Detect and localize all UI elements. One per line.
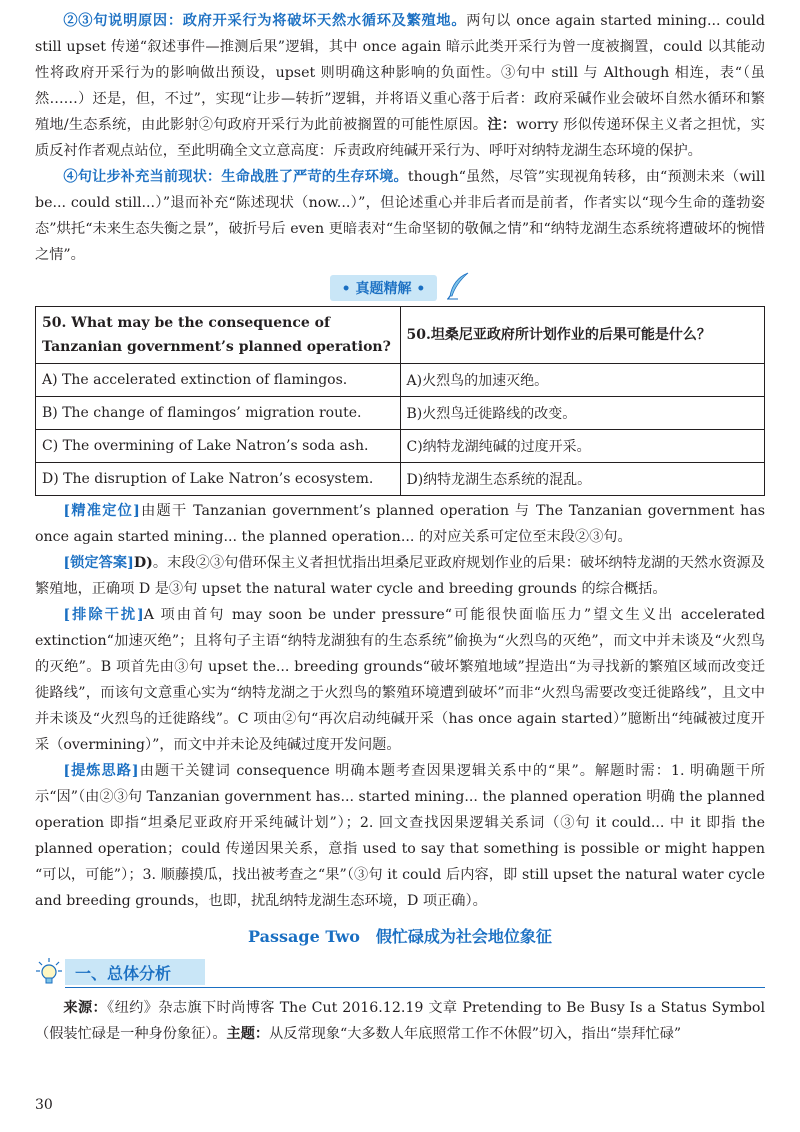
locate-text: 由题干 Tanzanian government’s planned operation 与 The Tanzanian government has once again started mining... the planned operation... 的对应关系可定位至末段②③句。: [35, 503, 765, 545]
analysis-body-1: 两句以 once again started mining... could still upset 传递“叙述事件—推测后果”逻辑，其中 once again 暗示此类开采行为曾一度被搁置，could 以其能动性将政府开采行为的影响做出预设，upset 则明确这种影响的负面性。③句中 still 与 Although 相连，表“（虽然……）还是，但，不过”，实现“让步—转折”逻辑，并将语义重心落于后者：政府采碱作业会破坏自然水循环和繁殖地/生态系统，由此影射②句政府开采行为此前被搁置的可能性原因。: [35, 13, 765, 133]
section-heading-label: 一、总体分析: [75, 964, 172, 983]
locate-paragraph: [35, 498, 765, 550]
locate-tag: [精准定位]: [63, 503, 140, 519]
analysis-paragraph-1: [35, 8, 765, 164]
question-table: [35, 306, 765, 496]
answer-paragraph: [35, 550, 765, 602]
option-row: [36, 430, 765, 463]
question-en: 50. What may be the consequence of Tanzanian government’s planned operation?: [36, 307, 401, 364]
source-paragraph: [35, 995, 765, 1047]
section-pill: • 真题精解 •: [330, 275, 438, 301]
option-d-cn: D)纳特龙湖生态系统的混乱。: [400, 463, 765, 496]
option-a-en: A) The accelerated extinction of flamingos.: [36, 364, 401, 397]
page-number: 30: [35, 1097, 53, 1113]
exclude-text: A 项由首句 may soon be under pressure“可能很快面临压力”望文生义出 accelerated extinction“加速灭绝”；且将句子主语“纳特龙湖独有的生态系统”偷换为“火烈鸟的灭绝”，而文中并未谈及“火烈鸟的灭绝”。B 项首先由③句 upset the... breeding grounds“破坏繁殖地域”捏造出“为寻找新的繁殖区域而改变迁徙路线”，而该句文意重心实为“纳特龙湖之于火烈鸟的繁殖环境遭到破坏”而非“火烈鸟需要改变迁徙路线”，且文中并未谈及“火烈鸟的迁徙路线”。C 项由②句“再次启动纯碱开采（has once again started）”臆断出“纯碱被过度开采（overmining）”，而文中并未论及纯碱过度开发问题。: [35, 607, 765, 753]
option-row: [36, 397, 765, 430]
exclude-tag: [排除干扰]: [63, 607, 144, 623]
source-text: 《纽约》杂志旗下时尚博客 The Cut 2016.12.19 文章 Pretending to Be Busy Is a Status Symbol（假装忙碌是一种身份象征）。: [35, 1000, 765, 1042]
answer-letter: D): [133, 555, 153, 571]
analysis-lead-1: ②③句说明原因：政府开采行为将破坏天然水循环及繁殖地。: [63, 13, 467, 29]
refine-paragraph: [35, 758, 765, 914]
exclude-paragraph: [35, 602, 765, 758]
option-a-cn: A)火烈鸟的加速灭绝。: [400, 364, 765, 397]
section-heading-rule: [65, 987, 765, 988]
note-text: worry 形似传递环保主义者之担忧，实质反衬作者观点站位，至此明确全文立意高度：斥责政府纯碱开采行为、呼吁对纳特龙湖生态环境的保护。: [35, 117, 765, 159]
note-label: 注：: [487, 117, 517, 133]
quill-icon: [446, 272, 470, 304]
page-content: [35, 8, 765, 1047]
analysis-body-2: though“虽然，尽管”实现视角转移，由“预测未来（will be... could still...）”退而补充“陈述现状（now...）”，但论述重心并非后者而是前者，作者实以“现今生命的蓬勃姿态”烘托“未来生态失衡之景”，破折号后 even 更暗表对“生命坚韧的敬佩之情”和“纳特龙湖生态系统将遭破坏的惋惜之情”。: [35, 169, 765, 263]
option-d-en: D) The disruption of Lake Natron’s ecosystem.: [36, 463, 401, 496]
refine-text: 由题干关键词 consequence 明确本题考查因果逻辑关系中的“果”。解题时需：1. 明确题干所示“因”（由②③句 Tanzanian government has... started mining... the planned operation 明确 the planned operation 即指“坦桑尼亚政府开采纯碱计划”）；2. 回文查找因果逻辑关系词（③句 it could... 中 it 即指 the planned operation；could 传递因果关系，意指 used to say that something is possible or might happen “可以，可能”）；3. 顺藤摸瓜，找出被考查之“果”（③句 it could 后内容，即 still upset the natural water cycle and breeding grounds，也即，扰乱纳特龙湖生态环境，D 项正确）。: [35, 763, 765, 909]
passage-title: Passage Two 假忙碌成为社会地位象征: [248, 927, 552, 946]
option-b-cn: B)火烈鸟迁徙路线的改变。: [400, 397, 765, 430]
answer-text: 。末段②③句借环保主义者担忧指出坦桑尼亚政府规划作业的后果：破坏纳特龙湖的天然水资源及繁殖地，正确项 D 是③句 upset the natural water cycle and breeding grounds 的综合概括。: [35, 555, 765, 597]
analysis-paragraph-2: [35, 164, 765, 268]
question-cn: 50.坦桑尼亚政府所计划作业的后果可能是什么？: [400, 307, 765, 364]
option-row: [36, 463, 765, 496]
option-row: [36, 364, 765, 397]
lightbulb-icon: [35, 957, 63, 991]
source-label: 来源：: [63, 1000, 108, 1016]
analysis-lead-2: ④句让步补充当前现状：生命战胜了严苛的生存环境。: [63, 169, 408, 185]
question-row: [36, 307, 765, 364]
section-heading: [35, 957, 765, 989]
option-b-en: B) The change of flamingos’ migration route.: [36, 397, 401, 430]
answer-tag: [锁定答案]: [63, 555, 134, 571]
option-c-en: C) The overmining of Lake Natron’s soda ash.: [36, 430, 401, 463]
theme-text: 从反常现象“大多数人年底照常工作不休假”切入，指出“崇拜忙碌”: [269, 1026, 682, 1042]
section-pill-wrap: [35, 272, 765, 300]
refine-tag: [提炼思路]: [63, 763, 139, 779]
option-c-cn: C)纳特龙湖纯碱的过度开采。: [400, 430, 765, 463]
theme-label: 主题：: [226, 1026, 270, 1042]
